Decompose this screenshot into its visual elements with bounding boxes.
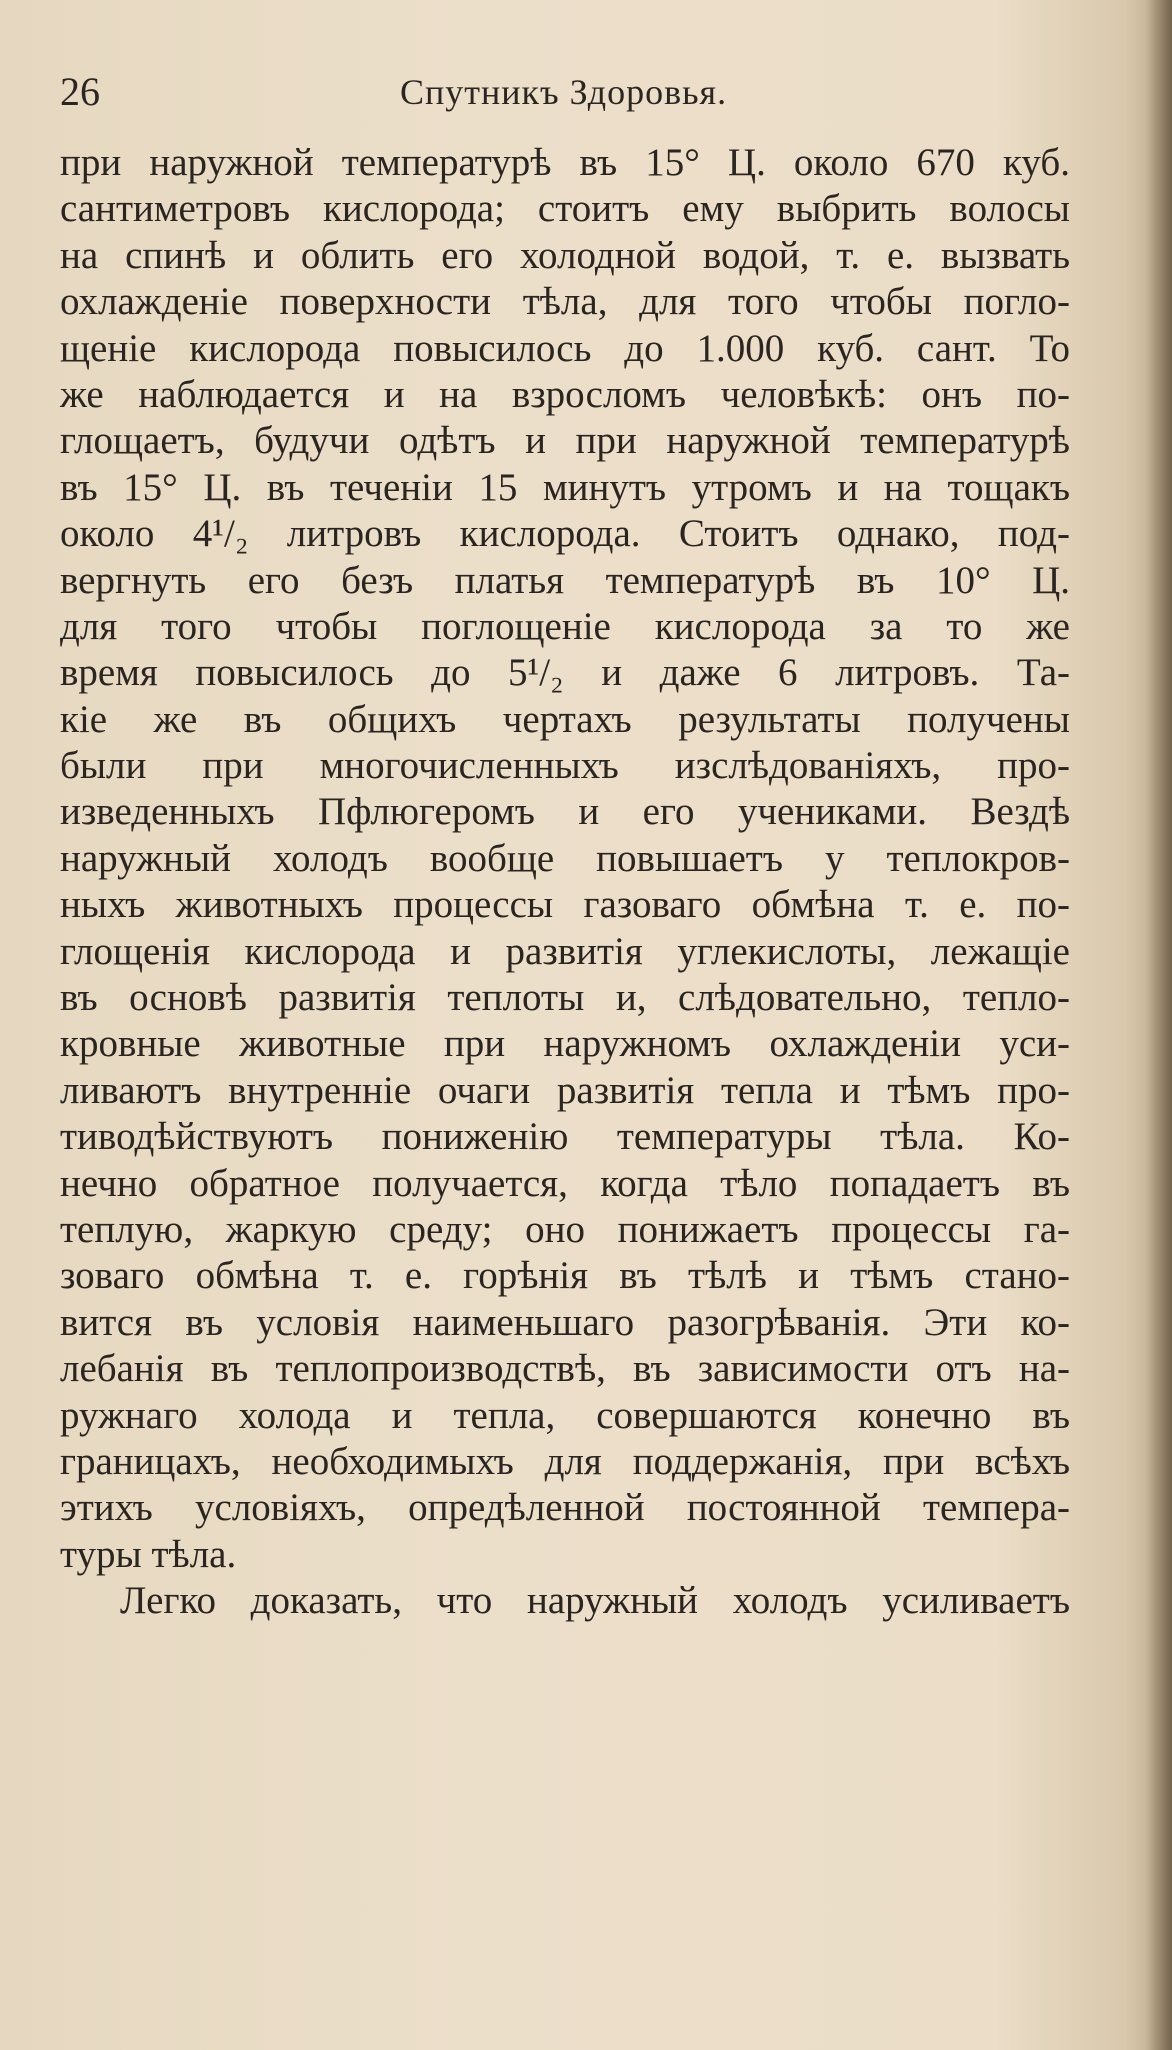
text-line: зоваго обмѣна т. е. горѣнія въ тѣлѣ и тѣмъ стано-	[60, 1254, 1070, 1298]
body-text	[60, 140, 1070, 1625]
text-line: на спинѣ и облить его холодной водой, т. е. вызвать	[60, 233, 1070, 277]
text-line: тиводѣйствуютъ пониженію температуры тѣла. Ко-	[60, 1115, 1070, 1159]
text-line: лебанія въ теплопроизводствѣ, въ зависимости отъ на-	[60, 1347, 1070, 1391]
text-line: щеніе кислорода повысилось до 1.000 куб. сант. То	[60, 326, 1070, 370]
page-number: 26	[60, 69, 100, 114]
text-line: нечно обратное получается, когда тѣло попадаетъ въ	[60, 1161, 1070, 1205]
text-line-paragraph-start: Легко доказать, что наружный холодъ усиливаетъ	[120, 1579, 1070, 1623]
text-line: вится въ условія наименьшаго разогрѣванія. Эти ко-	[60, 1300, 1070, 1344]
text-line: наружный холодъ вообще повышаетъ у теплокров-	[60, 836, 1070, 880]
text-line: глощаетъ, будучи одѣтъ и при наружной температурѣ	[60, 419, 1070, 463]
text-line: этихъ условіяхъ, опредѣленной постоянной темпера-	[60, 1486, 1070, 1530]
text-line: изведенныхъ Пфлюгеромъ и его учениками. Вездѣ	[60, 790, 1070, 834]
text-line-paragraph-end: туры тѣла.	[60, 1532, 237, 1576]
text-line: сантиметровъ кислорода; стоитъ ему выбрить волосы	[60, 187, 1070, 231]
page-edge-shadow	[1146, 0, 1172, 2050]
text-line: ныхъ животныхъ процессы газоваго обмѣна т. е. по-	[60, 883, 1070, 927]
text-line: же наблюдается и на взросломъ человѣкѣ: онъ по-	[60, 372, 1070, 416]
running-title: Спутникъ Здоровья.	[400, 72, 728, 112]
text-line: ружнаго холода и тепла, совершаются конечно въ	[60, 1393, 1070, 1437]
text-line: при наружной температурѣ въ 15° Ц. около 670 куб.	[60, 141, 1070, 184]
text-line: были при многочисленныхъ изслѣдованіяхъ, про-	[60, 744, 1070, 788]
text-line: около 4¹/₂ литровъ кислорода. Стоитъ однако, под-	[60, 512, 1070, 556]
text-line: кіе же въ общихъ чертахъ результаты получены	[60, 697, 1070, 741]
text-line: время повысилось до 5¹/₂ и даже 6 литровъ. Та-	[60, 651, 1070, 695]
text-line: теплую, жаркую среду; оно понижаетъ процессы га-	[60, 1207, 1070, 1251]
text-line: охлажденіе поверхности тѣла, для того чтобы погло-	[60, 280, 1070, 324]
text-line: для того чтобы поглощеніе кислорода за то же	[60, 604, 1070, 648]
page-header	[60, 62, 1092, 122]
text-line: вергнуть его безъ платья температурѣ въ 10° Ц.	[60, 558, 1070, 602]
text-line: въ 15° Ц. въ теченіи 15 минутъ утромъ и на тощакъ	[60, 465, 1070, 509]
text-line: въ основѣ развитія теплоты и, слѣдовательно, тепло-	[60, 976, 1070, 1020]
text-line: кровные животные при наружномъ охлажденіи уси-	[60, 1022, 1070, 1066]
text-line: ливаютъ внутренніе очаги развитія тепла и тѣмъ про-	[60, 1068, 1070, 1112]
text-line: границахъ, необходимыхъ для поддержанія, при всѣхъ	[60, 1439, 1070, 1483]
text-line: глощенія кислорода и развитія углекислоты, лежащіе	[60, 929, 1070, 973]
